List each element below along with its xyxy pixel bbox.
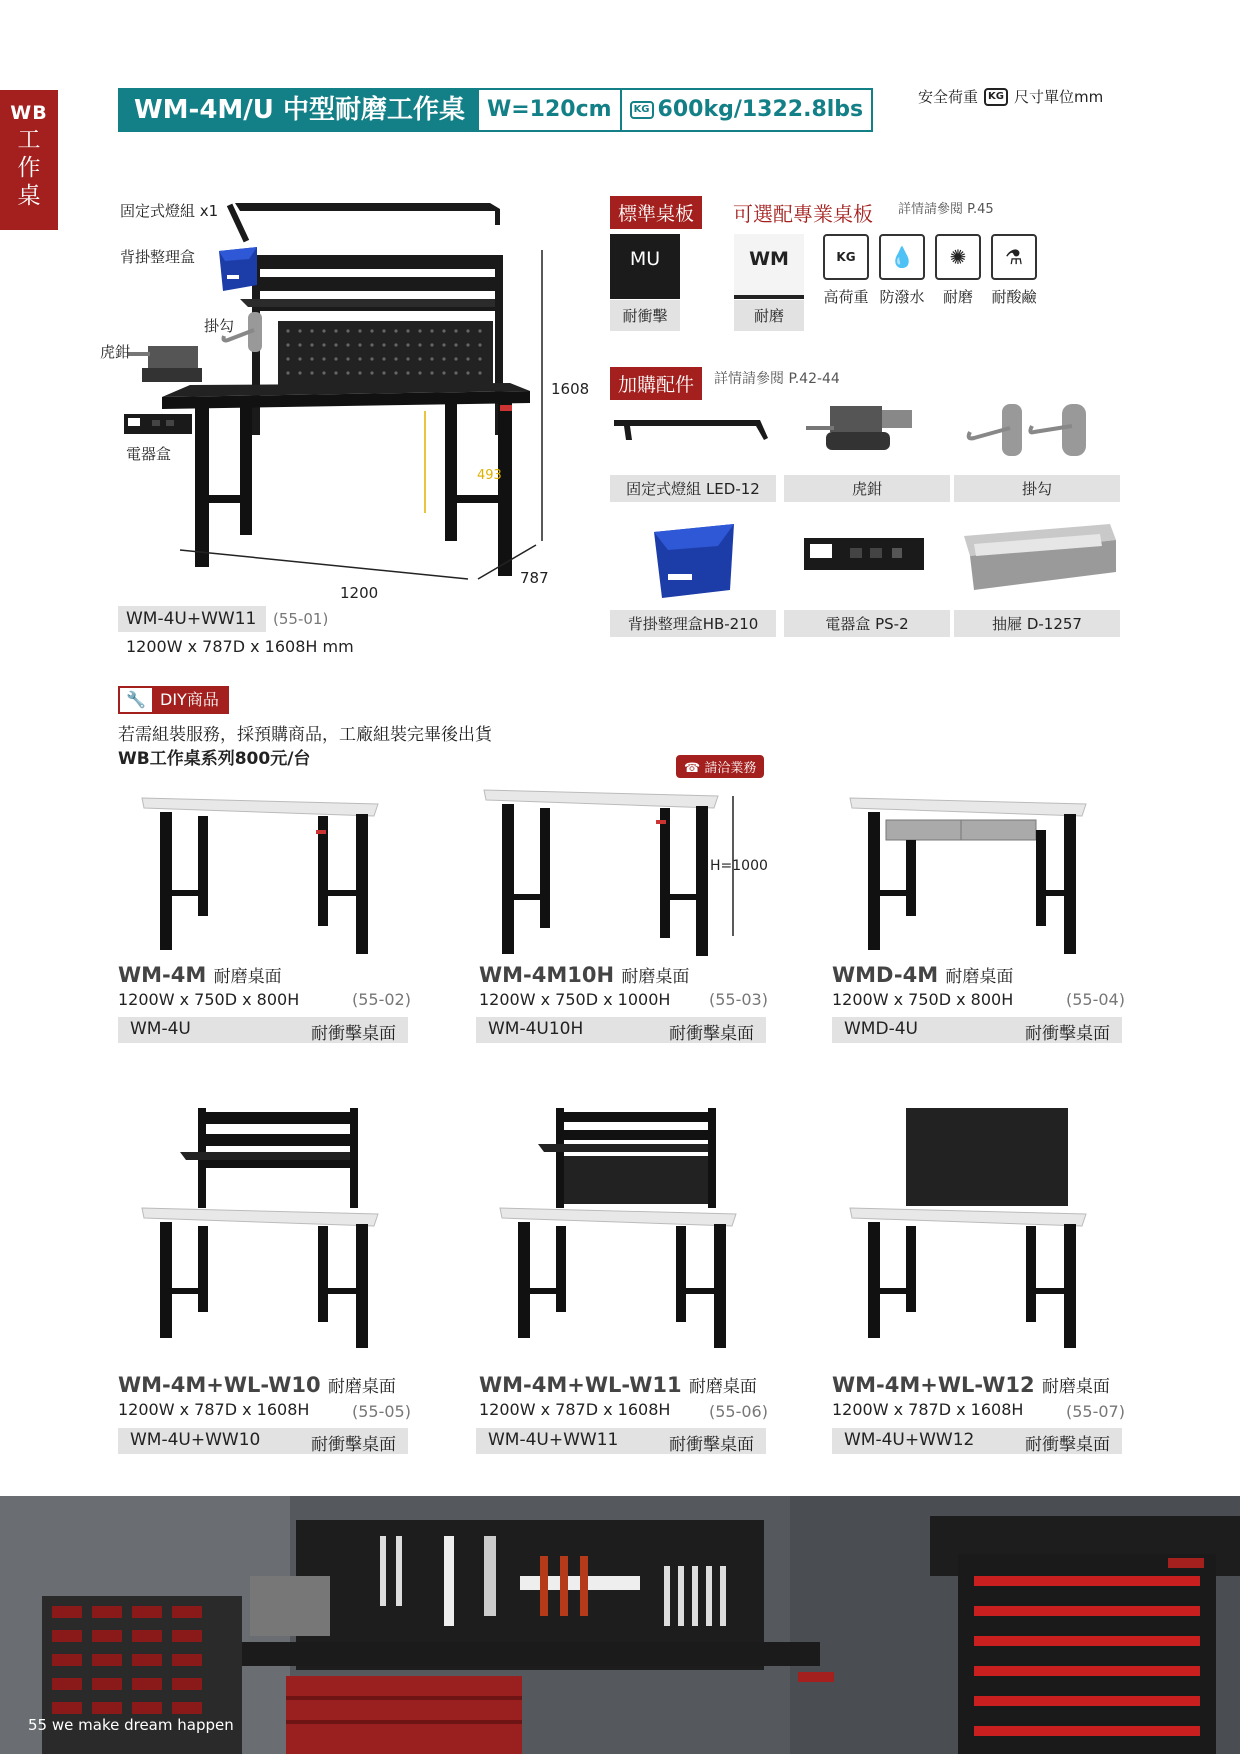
wear-icon: ✺ — [935, 234, 981, 280]
product-variant-row — [832, 1017, 1122, 1043]
height-dimension: 1608 — [551, 380, 590, 398]
section-side-tab — [0, 90, 58, 230]
page-title: WM-4M/U 中型耐磨工作桌 — [120, 90, 479, 130]
variant-surface: 耐衝擊桌面 — [1025, 1435, 1110, 1455]
accessories-tag: 加購配件 — [610, 367, 702, 400]
diy-price: WB工作桌系列800元/台 — [118, 749, 311, 769]
product-code: (55-04) — [1066, 990, 1125, 1009]
weight-icon: KG — [984, 88, 1008, 106]
diy-label: DIY商品 — [152, 688, 227, 712]
contact-sales-badge: ☎ 請洽業務 — [676, 755, 764, 778]
product-code: (55-05) — [352, 1402, 411, 1421]
product-name: WM-4M+WL-W12 — [832, 1373, 1035, 1397]
product-variant-row — [118, 1428, 408, 1454]
product-variant-row — [476, 1017, 766, 1043]
title-load-value: 600kg/1322.8lbs — [657, 97, 864, 122]
weight-icon: KG — [630, 101, 654, 119]
variant-surface: 耐衝擊桌面 — [311, 1435, 396, 1455]
optional-board-ref: 詳情請參閱 P.45 — [898, 202, 994, 217]
product-dims: 1200W x 787D x 1608H — [832, 1400, 1024, 1419]
product-code: (55-02) — [352, 990, 411, 1009]
safe-load-label: 安全荷重 — [918, 88, 979, 106]
lamp-label: 固定式燈組 x1 — [120, 202, 219, 220]
variant-surface: 耐衝擊桌面 — [1025, 1024, 1110, 1044]
board-label-mu: 耐衝擊 — [610, 300, 680, 331]
standard-board-tag: 標準桌板 — [610, 196, 702, 229]
product-image-wl-w12 — [846, 1104, 1096, 1354]
variant-model: WMD-4U — [844, 1019, 918, 1039]
board-label-wm: 耐磨 — [734, 300, 804, 331]
diy-badge — [118, 686, 229, 714]
power-box-label: 電器盒 — [126, 445, 172, 463]
variant-model: WM-4U+WW11 — [488, 1430, 619, 1450]
acid-icon: ⚗ — [991, 234, 1037, 280]
variant-surface: 耐衝擊桌面 — [669, 1024, 754, 1044]
product-name: WM-4M+WL-W11 — [479, 1373, 682, 1397]
product-dims: 1200W x 750D x 800H — [118, 990, 300, 1009]
product-dims: 1200W x 750D x 1000H — [479, 990, 671, 1009]
product-title-wl-w11 — [479, 1372, 757, 1397]
load-label: 高荷重 — [823, 288, 869, 306]
wear-label: 耐磨 — [942, 288, 973, 306]
product-image-wm-4m — [138, 790, 388, 960]
depth-dimension: 787 — [520, 569, 549, 587]
accessory-bin-image — [648, 520, 740, 602]
variant-model: WM-4U10H — [488, 1019, 584, 1039]
variant-surface: 耐衝擊桌面 — [311, 1024, 396, 1044]
acid-label: 耐酸鹼 — [991, 288, 1037, 306]
product-code: (55-07) — [1066, 1402, 1125, 1421]
wrench-icon: 🔧 — [120, 688, 152, 712]
product-variant-row — [476, 1428, 766, 1454]
product-surface: 耐磨桌面 — [327, 1377, 396, 1397]
page-footer — [28, 1716, 234, 1734]
product-title-wm-4m — [118, 962, 282, 987]
height-note: H=1000 — [710, 858, 768, 874]
side-tab-name: 工作桌 — [17, 127, 41, 209]
product-image-wmd-4m — [846, 790, 1096, 960]
bin-illustration — [215, 245, 261, 293]
optional-board-title: 可選配專業桌板 — [733, 202, 873, 226]
variant-surface: 耐衝擊桌面 — [669, 1435, 754, 1455]
product-surface: 耐磨桌面 — [1041, 1377, 1110, 1397]
main-model-code: (55-01) — [273, 610, 329, 628]
product-title-wl-w12 — [832, 1372, 1110, 1397]
page-number: 55 — [28, 1716, 48, 1734]
accessory-label-power-box: 電器盒 PS-2 — [784, 610, 950, 637]
hook-label: 掛勾 — [204, 317, 235, 335]
page-title-bar — [118, 88, 873, 132]
vise-illustration — [128, 338, 212, 388]
product-image-wl-w11 — [496, 1104, 746, 1354]
bin-label: 背掛整理盒 — [120, 248, 196, 266]
slogan: we make dream happen — [51, 1716, 234, 1734]
accessory-vise-image — [802, 396, 928, 466]
product-title-wmd-4m — [832, 962, 1013, 987]
accessory-label-drawer: 抽屜 D-1257 — [954, 610, 1120, 637]
product-name: WM-4M — [118, 963, 207, 987]
product-surface: 耐磨桌面 — [945, 967, 1014, 987]
water-icon: 💧 — [879, 234, 925, 280]
product-title-wm-4m10h — [479, 962, 689, 987]
power-box-illustration — [122, 410, 194, 438]
title-width: W=120cm — [479, 90, 622, 130]
accessory-power-box-image — [800, 530, 930, 586]
variant-model: WM-4U+WW12 — [844, 1430, 975, 1450]
product-name: WM-4M10H — [479, 963, 615, 987]
board-swatch-wm: WM — [734, 234, 804, 299]
product-variant-row — [118, 1017, 408, 1043]
unit-note: 尺寸單位mm — [1013, 88, 1104, 106]
main-model-size: 1200W x 787D x 1608H mm — [126, 637, 354, 656]
accessories-ref: 詳情請參閱 P.42-44 — [714, 371, 840, 387]
product-variant-row — [832, 1428, 1122, 1454]
accessory-label-lamp: 固定式燈組 LED-12 — [610, 475, 776, 502]
title-load — [622, 90, 872, 130]
side-tab-code: WB — [10, 102, 48, 124]
product-name: WMD-4M — [832, 963, 939, 987]
product-dims: 1200W x 750D x 800H — [832, 990, 1014, 1009]
product-surface: 耐磨桌面 — [688, 1377, 757, 1397]
accessory-hook-image — [962, 398, 1112, 462]
accessory-label-vise: 虎鉗 — [784, 475, 950, 502]
diy-note: 若需組裝服務，採預購商品，工廠組裝完畢後出貨 — [118, 725, 492, 745]
accessory-lamp-image — [610, 410, 772, 450]
legend-note — [918, 86, 1103, 107]
vise-label: 虎鉗 — [100, 343, 131, 361]
accessory-label-bin: 背掛整理盒HB-210 — [610, 610, 776, 637]
width-dimension: 1200 — [340, 584, 379, 602]
variant-model: WM-4U — [130, 1019, 191, 1039]
inner-dimension: 493 — [477, 468, 502, 483]
product-name: WM-4M+WL-W10 — [118, 1373, 321, 1397]
main-model-box: WM-4U+WW11 — [118, 606, 266, 632]
product-surface: 耐磨桌面 — [213, 967, 282, 987]
variant-model: WM-4U+WW10 — [130, 1430, 261, 1450]
product-code: (55-06) — [709, 1402, 768, 1421]
product-title-wl-w10 — [118, 1372, 396, 1397]
accessory-drawer-image — [960, 516, 1120, 600]
load-icon: KG — [823, 234, 869, 280]
board-swatch-mu: MU — [610, 234, 680, 299]
product-dims: 1200W x 787D x 1608H — [118, 1400, 310, 1419]
water-label: 防潑水 — [879, 288, 925, 306]
product-dims: 1200W x 787D x 1608H — [479, 1400, 671, 1419]
product-surface: 耐磨桌面 — [621, 967, 690, 987]
product-image-wl-w10 — [138, 1104, 388, 1354]
product-code: (55-03) — [709, 990, 768, 1009]
accessory-label-hook: 掛勾 — [954, 475, 1120, 502]
